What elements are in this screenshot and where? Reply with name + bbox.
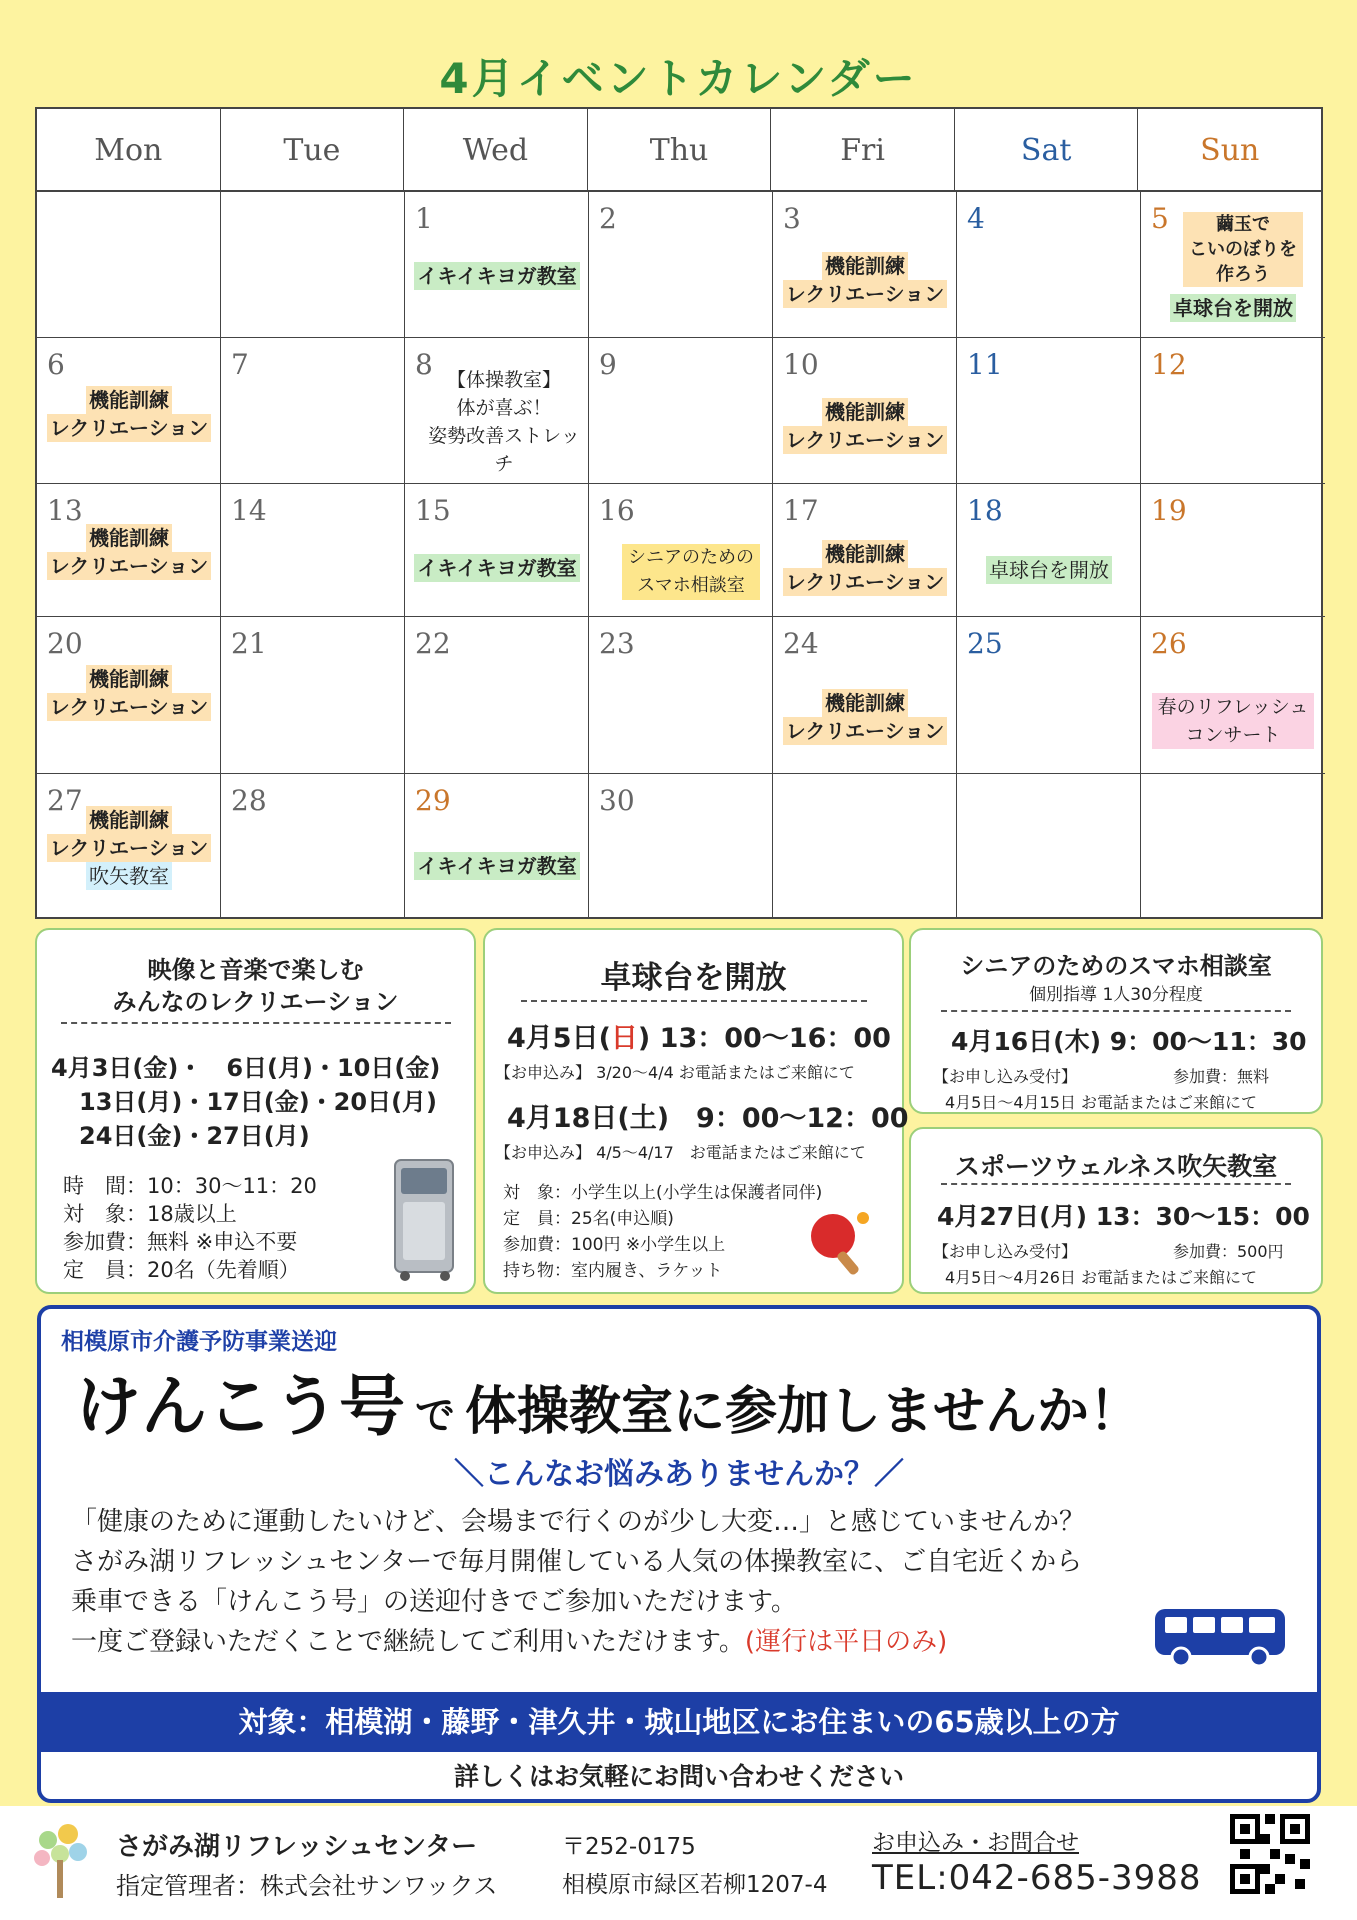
cal-cell-24 bbox=[773, 617, 957, 774]
weekday-sun: Sun bbox=[1200, 133, 1260, 168]
cal-cell-empty bbox=[957, 774, 1141, 919]
event-yoga: イキイキヨガ教室 bbox=[414, 852, 579, 880]
event-kino: 機能訓練 bbox=[86, 806, 172, 834]
event-concert: 春のリフレッシュ コンサート bbox=[1152, 693, 1315, 749]
day-number: 13 bbox=[47, 494, 83, 527]
cal-cell-21 bbox=[221, 617, 405, 774]
cal-cell-23 bbox=[589, 617, 773, 774]
day-number: 17 bbox=[783, 494, 819, 527]
divider bbox=[941, 1183, 1291, 1185]
banner-kicker: 相模原市介護予防事業送迎 bbox=[61, 1329, 337, 1355]
table-tennis-date-2: 4月18日(土) 9：00〜12：00 bbox=[507, 1103, 909, 1134]
smartphone-fee: 参加費：無料 bbox=[1173, 1067, 1270, 1086]
event-recreation: レクリエーション bbox=[47, 414, 211, 442]
day-number: 25 bbox=[967, 627, 1003, 660]
cal-cell-7 bbox=[221, 338, 405, 484]
weekday-sat: Sat bbox=[955, 109, 1139, 190]
smartphone-subtitle: 個別指導 1人30分程度 bbox=[1029, 985, 1203, 1005]
tree-logo-icon bbox=[28, 1816, 92, 1902]
weekday-mon: Mon bbox=[37, 109, 221, 190]
machine-icon bbox=[387, 1156, 463, 1284]
fukiya-apply-label: 【お申し込み受付】 bbox=[933, 1242, 1078, 1261]
cal-cell-5 bbox=[1141, 192, 1325, 338]
event-recreation: レクリエーション bbox=[783, 717, 947, 745]
day-number: 20 bbox=[47, 627, 83, 660]
cal-cell-25 bbox=[957, 617, 1141, 774]
event-recreation: レクリエーション bbox=[47, 693, 211, 721]
recreation-capacity: 定 員：20名（先着順） bbox=[63, 1258, 300, 1282]
table-tennis-date-1: 4月5日(日) 13：00〜16：00 bbox=[507, 1023, 891, 1054]
footer-zip: 〒252-0175 bbox=[562, 1834, 696, 1860]
event-yoga: イキイキヨガ教室 bbox=[414, 262, 579, 290]
cal-cell-6 bbox=[37, 338, 221, 484]
event-recreation: レクリエーション bbox=[783, 426, 947, 454]
weekday-wed: Wed bbox=[404, 109, 588, 190]
cal-cell-20 bbox=[37, 617, 221, 774]
event-recreation: レクリエーション bbox=[47, 834, 211, 862]
event-kino: 機能訓練 bbox=[86, 524, 172, 552]
cal-cell-22 bbox=[405, 617, 589, 774]
banner-headline: けんこう号 で 体操教室に参加しませんか！ bbox=[75, 1368, 1142, 1445]
event-takkyu: 卓球台を開放 bbox=[986, 556, 1112, 584]
day-number: 23 bbox=[599, 627, 635, 660]
cal-cell-14 bbox=[221, 484, 405, 617]
cal-cell-27 bbox=[37, 774, 221, 919]
recreation-dates-3: 24日(金)・27日(月) bbox=[79, 1122, 310, 1150]
cal-cell-empty bbox=[37, 192, 221, 338]
recreation-info-box bbox=[35, 928, 476, 1294]
day-number: 22 bbox=[415, 627, 451, 660]
cal-cell-17 bbox=[773, 484, 957, 617]
table-tennis-fee: 参加費：100円 ※小学生以上 bbox=[503, 1235, 726, 1255]
day-number: 11 bbox=[967, 348, 1003, 381]
banner-target: 対象：相模湖・藤野・津久井・城山地区にお住まいの65歳以上の方 bbox=[41, 1692, 1317, 1752]
event-kino: 機能訓練 bbox=[86, 665, 172, 693]
divider bbox=[521, 1000, 867, 1002]
day-number: 27 bbox=[47, 784, 83, 817]
recreation-time: 時 間：10：30〜11：20 bbox=[63, 1174, 317, 1198]
divider bbox=[941, 1010, 1291, 1012]
day-number: 4 bbox=[967, 202, 985, 235]
day-number: 29 bbox=[415, 784, 451, 817]
smartphone-date: 4月16日(木) 9：00〜11：30 bbox=[951, 1027, 1307, 1056]
cal-cell-19 bbox=[1141, 484, 1325, 617]
event-kino: 機能訓練 bbox=[86, 386, 172, 414]
banner-question: ＼こんなお悩みありませんか？／ bbox=[454, 1457, 904, 1492]
table-tennis-info-box bbox=[483, 928, 909, 1294]
cal-cell-13 bbox=[37, 484, 221, 617]
day-number: 12 bbox=[1151, 348, 1187, 381]
cal-cell-15 bbox=[405, 484, 589, 617]
weekday-thu: Thu bbox=[588, 109, 772, 190]
smartphone-info-box bbox=[909, 928, 1323, 1114]
cal-cell-10 bbox=[773, 338, 957, 484]
fukiya-info-box bbox=[909, 1127, 1323, 1294]
kenkou-bus-banner bbox=[37, 1305, 1321, 1803]
cal-cell-2 bbox=[589, 192, 773, 338]
day-number: 30 bbox=[599, 784, 635, 817]
cal-cell-28 bbox=[221, 774, 405, 919]
event-fukiya: 吹矢教室 bbox=[86, 862, 172, 890]
cal-cell-3 bbox=[773, 192, 957, 338]
day-number: 10 bbox=[783, 348, 819, 381]
day-number: 2 bbox=[599, 202, 617, 235]
cal-cell-30 bbox=[589, 774, 773, 919]
smartphone-apply: 4月5日〜4月15日 お電話またはご来館にて bbox=[945, 1093, 1257, 1112]
cal-cell-8 bbox=[405, 338, 589, 484]
cal-cell-12 bbox=[1141, 338, 1325, 484]
day-number: 5 bbox=[1151, 202, 1169, 235]
cal-cell-1 bbox=[405, 192, 589, 338]
divider bbox=[61, 1022, 451, 1024]
event-kino: 機能訓練 bbox=[822, 252, 908, 280]
event-recreation: レクリエーション bbox=[47, 552, 211, 580]
day-number: 14 bbox=[231, 494, 267, 527]
cal-cell-18 bbox=[957, 484, 1141, 617]
fukiya-apply: 4月5日〜4月26日 お電話またはご来館にて bbox=[945, 1268, 1257, 1287]
cal-cell-empty bbox=[1141, 774, 1325, 919]
footer bbox=[0, 1806, 1357, 1920]
banner-body-1: 「健康のために運動したいけど、会場まで行くのが少し大変…」と感じていませんか？ bbox=[71, 1507, 1086, 1537]
cal-cell-4 bbox=[957, 192, 1141, 338]
event-taiso: 【体操教室】 体が喜ぶ！ 姿勢改善ストレッチ bbox=[428, 369, 580, 475]
banner-body-2: さがみ湖リフレッシュセンターで毎月開催している人気の体操教室に、ご自宅近くから bbox=[71, 1547, 1083, 1577]
table-tennis-bring: 持ち物：室内履き、ラケット bbox=[503, 1261, 723, 1281]
banner-body-4: 一度ご登録いただくことで継続してご利用いただけます。(運行は平日のみ) bbox=[71, 1627, 948, 1657]
event-kino: 機能訓練 bbox=[822, 398, 908, 426]
event-takkyu: 卓球台を開放 bbox=[1170, 294, 1296, 322]
page-title: 4月イベントカレンダー bbox=[439, 54, 918, 103]
recreation-dates-2: 13日(月)・17日(金)・20日(月) bbox=[79, 1088, 438, 1116]
day-number: 26 bbox=[1151, 627, 1187, 660]
bus-icon bbox=[1151, 1605, 1291, 1669]
recreation-title-1: 映像と音楽で楽しむ bbox=[147, 956, 364, 984]
day-number: 16 bbox=[599, 494, 635, 527]
day-number: 19 bbox=[1151, 494, 1187, 527]
cal-cell-29 bbox=[405, 774, 589, 919]
day-number: 3 bbox=[783, 202, 801, 235]
calendar bbox=[35, 107, 1323, 919]
footer-manager: 指定管理者：株式会社サンワックス bbox=[116, 1872, 498, 1900]
smartphone-apply-label: 【お申し込み受付】 bbox=[933, 1067, 1078, 1086]
banner-contact: 詳しくはお気軽にお問い合わせください bbox=[453, 1762, 904, 1791]
cal-cell-9 bbox=[589, 338, 773, 484]
table-tennis-apply-1: 【お申込み】 3/20〜4/4 お電話またはご来館にて bbox=[495, 1063, 855, 1082]
table-tennis-title: 卓球台を開放 bbox=[600, 960, 787, 996]
weekday-fri: Fri bbox=[771, 109, 955, 190]
day-number: 9 bbox=[599, 348, 617, 381]
event-kino: 機能訓練 bbox=[822, 689, 908, 717]
day-number: 1 bbox=[415, 202, 433, 235]
fukiya-date: 4月27日(月) 13：30〜15：00 bbox=[937, 1202, 1310, 1231]
event-recreation: レクリエーション bbox=[783, 280, 947, 308]
day-number: 21 bbox=[231, 627, 267, 660]
day-number: 15 bbox=[415, 494, 451, 527]
cal-cell-11 bbox=[957, 338, 1141, 484]
cal-cell-empty bbox=[221, 192, 405, 338]
footer-inquiry: お申込み・お問合せ bbox=[872, 1830, 1079, 1856]
smartphone-title: シニアのためのスマホ相談室 bbox=[960, 952, 1272, 980]
day-number: 6 bbox=[47, 348, 65, 381]
day-number: 8 bbox=[415, 348, 433, 381]
ping-pong-paddle-icon bbox=[805, 1208, 875, 1278]
fukiya-title: スポーツウェルネス吹矢教室 bbox=[954, 1152, 1278, 1181]
event-recreation: レクリエーション bbox=[783, 568, 947, 596]
cal-cell-16 bbox=[589, 484, 773, 617]
day-number: 18 bbox=[967, 494, 1003, 527]
event-koinobori: 繭玉で こいのぼりを 作ろう bbox=[1183, 212, 1303, 287]
banner-body-3: 乗車できる「けんこう号」の送迎付きでご参加いただけます。 bbox=[71, 1587, 797, 1617]
cal-cell-empty bbox=[773, 774, 957, 919]
weekday-tue: Tue bbox=[221, 109, 405, 190]
day-number: 7 bbox=[231, 348, 249, 381]
event-sumaho: シニアのための スマホ相談室 bbox=[622, 544, 760, 600]
table-tennis-target: 対 象：小学生以上(小学生は保護者同伴) bbox=[503, 1183, 823, 1203]
table-tennis-apply-2: 【お申込み】 4/5〜4/17 お電話またはご来館にて bbox=[495, 1143, 866, 1162]
day-number: 24 bbox=[783, 627, 819, 660]
recreation-target: 対 象：18歳以上 bbox=[63, 1202, 237, 1226]
qr-code-icon[interactable] bbox=[1230, 1814, 1310, 1894]
footer-org-name: さがみ湖リフレッシュセンター bbox=[116, 1832, 478, 1862]
table-tennis-capacity: 定 員：25名(申込順) bbox=[503, 1209, 674, 1229]
fukiya-fee: 参加費：500円 bbox=[1173, 1242, 1284, 1261]
footer-address: 相模原市緑区若柳1207-4 bbox=[562, 1872, 828, 1898]
day-number: 28 bbox=[231, 784, 267, 817]
recreation-title-2: みんなのレクリエーション bbox=[112, 988, 399, 1016]
recreation-dates-1: 4月3日(金)・ 6日(月)・10日(金) bbox=[51, 1054, 441, 1082]
event-yoga: イキイキヨガ教室 bbox=[414, 554, 579, 582]
cal-cell-26 bbox=[1141, 617, 1325, 774]
footer-tel[interactable]: TEL:042-685-3988 bbox=[872, 1858, 1202, 1898]
calendar-header bbox=[37, 109, 1321, 192]
event-kino: 機能訓練 bbox=[822, 540, 908, 568]
recreation-fee: 参加費：無料 ※申込不要 bbox=[63, 1230, 298, 1254]
